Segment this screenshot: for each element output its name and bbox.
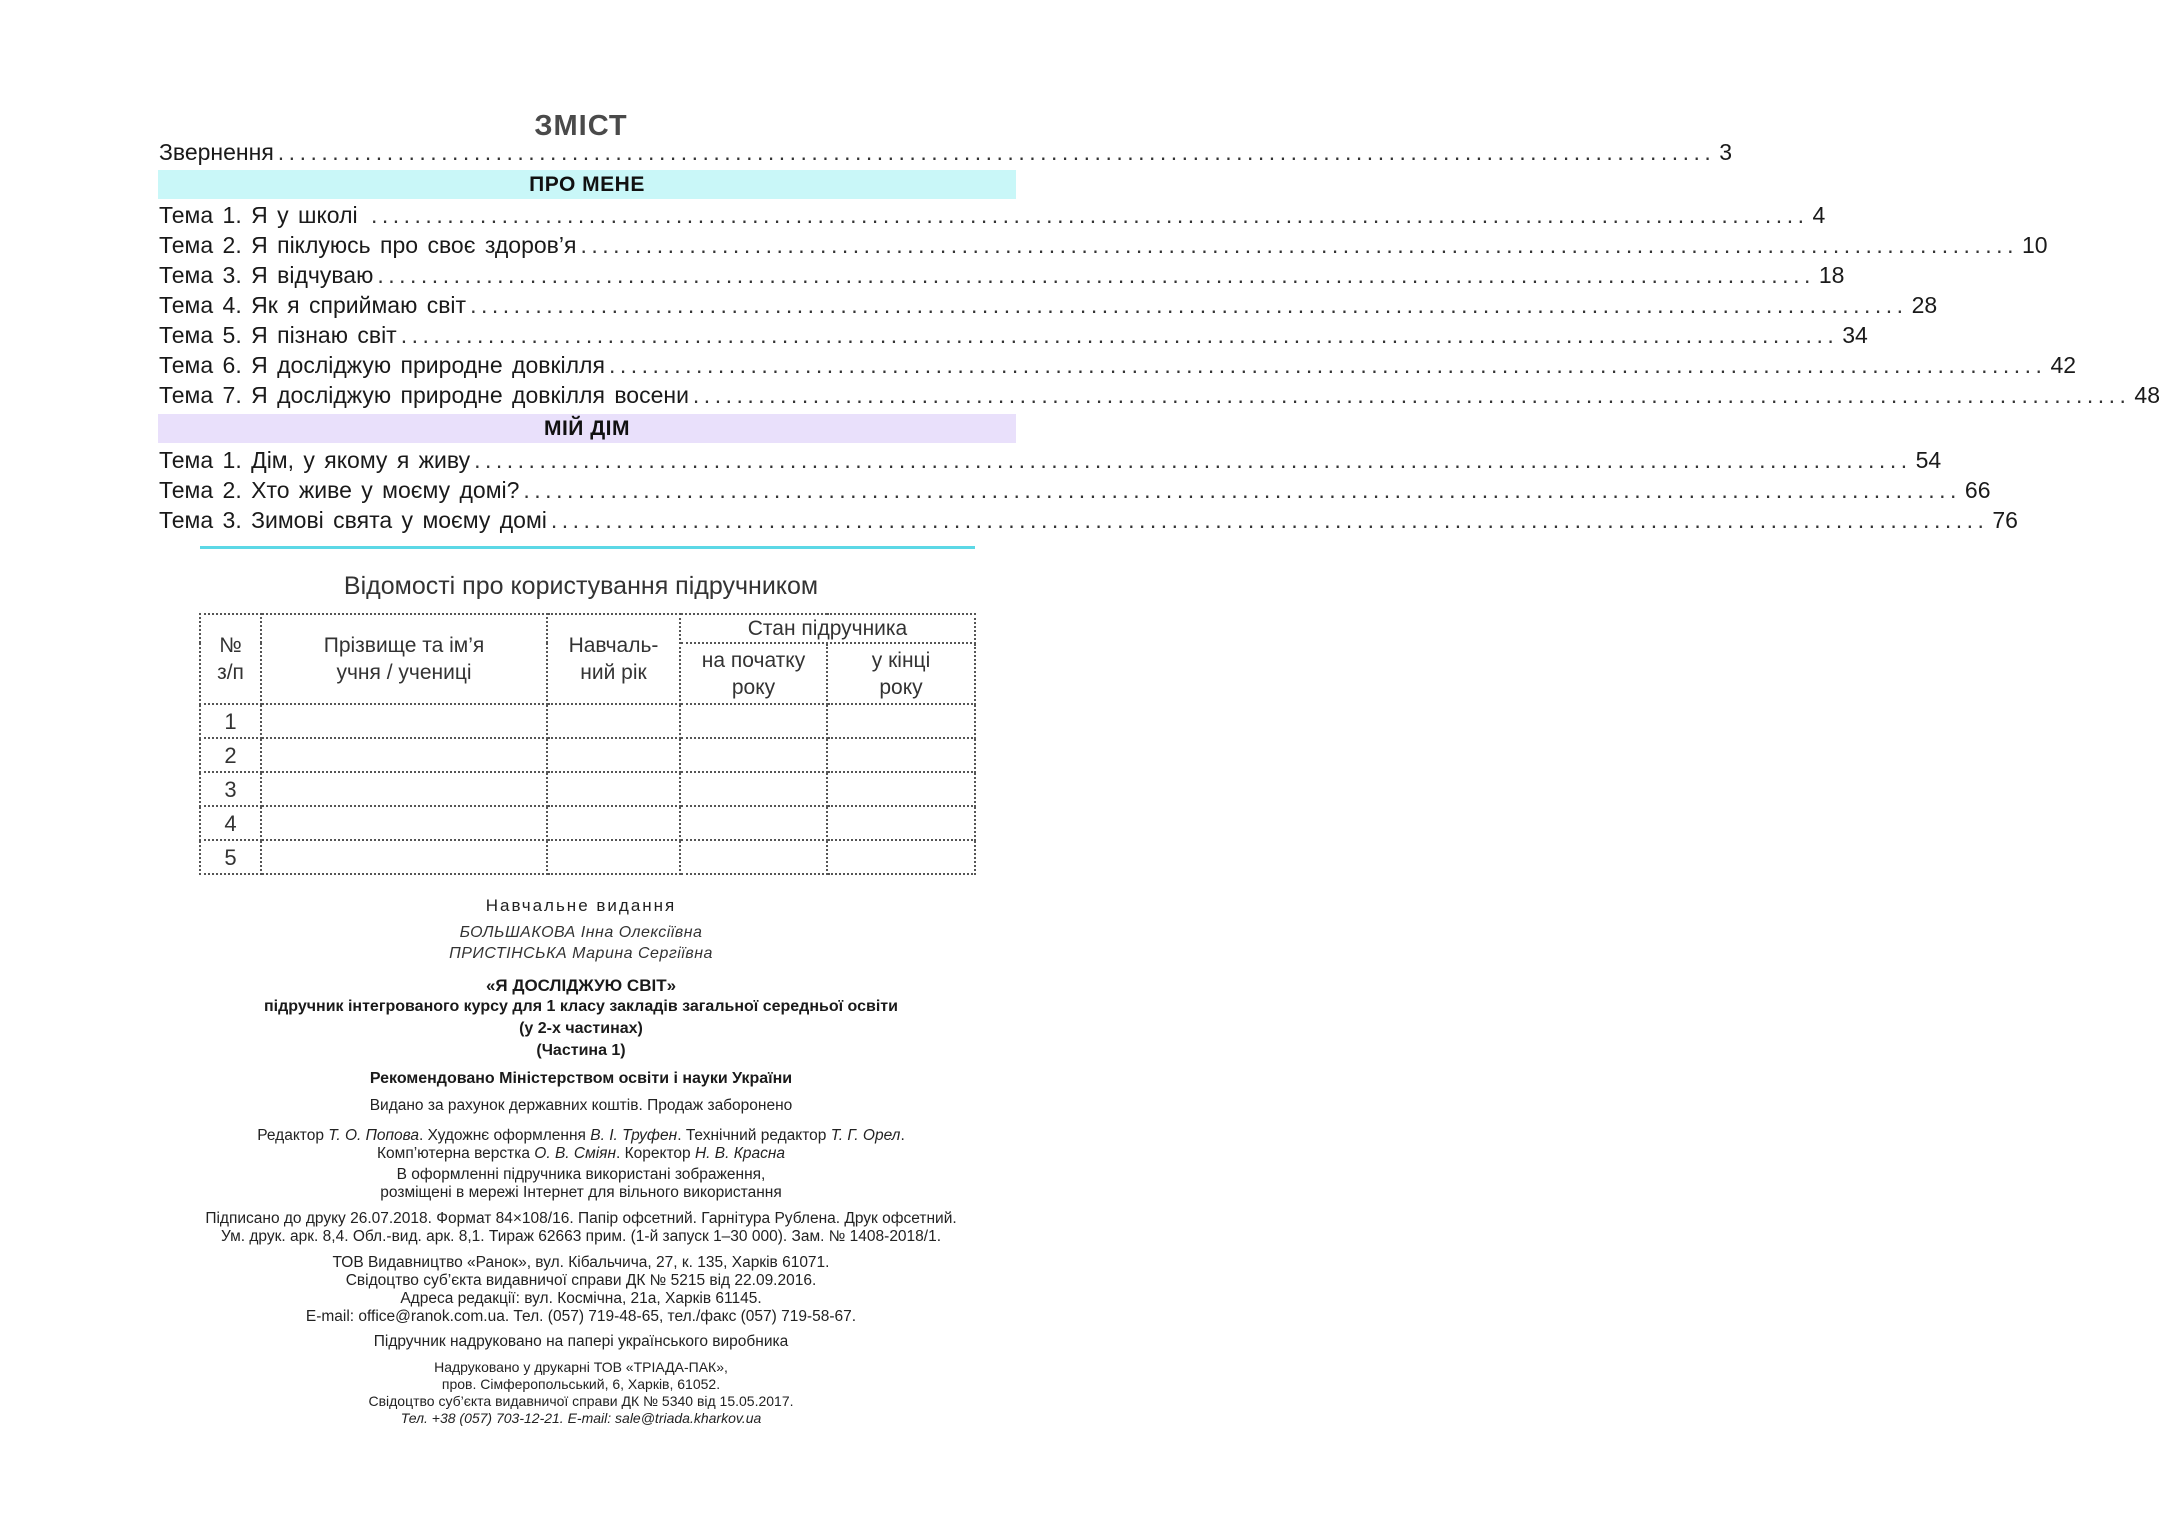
toc-entry-label: Тема 2. Хто живе у моєму домі? [159, 477, 520, 503]
toc-entry[interactable] [159, 260, 1845, 290]
toc-entry-page: 28 [1911, 292, 1938, 318]
toc-entry-label: Тема 4. Як я сприймаю світ [159, 292, 467, 318]
toc-entry[interactable] [159, 445, 1942, 475]
toc-leader-dots: .................................................................................................................................... [692, 382, 2131, 408]
toc-entry-page: 4 [1812, 202, 1826, 228]
header-number [200, 614, 261, 704]
toc-entry-label: Тема 3. Я відчуваю [159, 262, 374, 288]
credit-proofreader: Н. В. Красна [694, 1145, 785, 1162]
author-2: ПРИСТІНСЬКА Марина Сергіївна [449, 945, 713, 962]
credit-tech-editor: Т. Г. Орел [830, 1127, 901, 1144]
toc-entry-label: Тема 3. Зимові свята у моєму домі [159, 507, 547, 533]
toc-leader-dots: .................................................................................................................................... [277, 139, 1716, 165]
toc-entry-page: 54 [1915, 447, 1942, 473]
publisher-line-3: Адреса редакції: вул. Космічна, 21а, Харків 61145. [400, 1290, 762, 1307]
toc-leader-dots: .................................................................................................................................... [370, 202, 1809, 228]
usage-table-title: Відомості про користування підручником [343, 572, 819, 600]
credit-label: Редактор [257, 1127, 329, 1144]
header-state-start-line1: на початку [701, 648, 806, 672]
toc-entry[interactable] [159, 200, 1826, 230]
publisher-line-2: Свідоцтво суб’єкта видавничої справи ДК № 5215 від 22.09.2016. [345, 1272, 817, 1289]
row-number: 3 [200, 772, 261, 806]
header-state-start [680, 643, 827, 704]
paper-note: Підручник надруковано на папері українського виробника [373, 1333, 789, 1350]
publisher-line-1: ТОВ Видавництво «Ранок», вул. Кібальчича, 27, к. 135, Харків 61071. [332, 1254, 830, 1271]
school-year-cell[interactable] [547, 738, 680, 772]
edition-type: Навчальне видання [485, 896, 677, 915]
row-number: 4 [200, 806, 261, 840]
author-1: БОЛЬШАКОВА Інна Олексіївна [459, 924, 703, 941]
header-school-year-line1: Навчаль- [568, 634, 659, 657]
row-number: 2 [200, 738, 261, 772]
credit-label: Комп’ютерна верстка [377, 1145, 535, 1162]
credit-editor: Т. О. Попова [328, 1127, 420, 1144]
toc-entry-page: 48 [2134, 382, 2160, 408]
school-year-cell[interactable] [547, 840, 680, 874]
toc-entry-label: Тема 1. Дім, у якому я живу [159, 447, 471, 473]
header-student-name-line2: учня / учениці [336, 661, 472, 684]
table-row [200, 704, 975, 738]
state-end-cell[interactable] [827, 806, 975, 840]
toc-entry-page: 42 [2050, 352, 2077, 378]
student-name-cell[interactable] [261, 772, 547, 806]
header-book-state: Стан підручника [680, 614, 975, 643]
state-start-cell[interactable] [680, 738, 827, 772]
state-end-cell[interactable] [827, 772, 975, 806]
header-state-end [827, 643, 975, 704]
credit-label: . [900, 1127, 905, 1144]
header-school-year [547, 614, 680, 704]
section-header-about-me: ПРО МЕНЕ [158, 170, 1016, 199]
toc-entry[interactable] [159, 475, 1991, 505]
toc-entry[interactable] [159, 230, 2048, 260]
toc-leader-dots: .................................................................................................................................... [377, 262, 1815, 288]
section-divider [200, 546, 975, 549]
toc-entry[interactable] [159, 505, 2018, 535]
header-number-line2: з/п [217, 661, 244, 684]
state-end-cell[interactable] [827, 840, 975, 874]
toc-entry-label: Тема 1. Я у школі [159, 202, 367, 228]
toc-entry-label: Тема 7. Я досліджую природне довкілля восени [159, 382, 689, 408]
toc-leader-dots: .................................................................................................................................... [608, 352, 2047, 378]
state-start-cell[interactable] [680, 704, 827, 738]
toc-entry-page: 34 [1842, 322, 1868, 348]
publisher-line-4: E-mail: office@ranok.com.ua. Тел. (057) 719-48-65, тел./факс (057) 719-58-67. [305, 1308, 857, 1325]
credits-line-1 [0, 1126, 1162, 1145]
header-student-name-line1: Прізвище та ім’я [323, 634, 485, 657]
book-parts: (у 2-х частинах) [519, 1020, 643, 1037]
school-year-cell[interactable] [547, 704, 680, 738]
header-state-end-line1: у кінці [871, 648, 931, 672]
state-start-cell[interactable] [680, 772, 827, 806]
toc-entry-label: Тема 5. Я пізнаю світ [159, 322, 397, 348]
toc-entry[interactable] [159, 350, 2077, 380]
printer-line-3: Свідоцтво суб’єкта видавничої справи ДК № 5340 від 15.05.2017. [368, 1393, 794, 1409]
row-number: 5 [200, 840, 261, 874]
credit-label: . Коректор [616, 1145, 695, 1162]
toc-leader-dots: .................................................................................................................................... [523, 477, 1961, 503]
student-name-cell[interactable] [261, 704, 547, 738]
book-title: «Я ДОСЛІДЖУЮ СВІТ» [485, 976, 677, 995]
toc-leader-dots: .................................................................................................................................... [550, 507, 1989, 533]
credit-label: . Технічний редактор [677, 1127, 831, 1144]
toc-entry-label: Тема 6. Я досліджую природне довкілля [159, 352, 605, 378]
credit-art: В. І. Труфен [590, 1127, 678, 1144]
images-note-1: В оформленні підручника використані зображення, [396, 1166, 766, 1183]
toc-leader-dots: .................................................................................................................................... [580, 232, 2018, 258]
toc-leader-dots: .................................................................................................................................... [400, 322, 1839, 348]
toc-entry-label: Звернення [159, 139, 274, 165]
school-year-cell[interactable] [547, 806, 680, 840]
toc-entry[interactable] [159, 290, 1938, 320]
state-end-cell[interactable] [827, 738, 975, 772]
header-state-start-line2: року [731, 675, 776, 699]
credits-line-2 [0, 1144, 1162, 1163]
table-row [200, 806, 975, 840]
toc-entry[interactable] [159, 320, 1868, 350]
state-funds-note: Видано за рахунок державних коштів. Продаж заборонено [369, 1097, 793, 1114]
header-state-end-line2: року [879, 675, 923, 699]
school-year-cell[interactable] [547, 772, 680, 806]
printer-line-2: пров. Сімферопольський, 6, Харків, 61052. [441, 1376, 721, 1392]
printer-line-4: Тел. +38 (057) 703-12-21. E-mail: sale@triada.kharkov.ua [400, 1410, 762, 1426]
student-name-cell[interactable] [261, 806, 547, 840]
book-part-number: (Частина 1) [536, 1042, 626, 1059]
header-number-line1: № [219, 634, 242, 657]
table-row [200, 738, 975, 772]
toc-leader-dots: .................................................................................................................................... [474, 447, 1912, 473]
student-name-cell[interactable] [261, 840, 547, 874]
row-number: 1 [200, 704, 261, 738]
toc-entry-intro[interactable] [159, 137, 1733, 167]
print-info-2: Ум. друк. арк. 8,4. Обл.-вид. арк. 8,1. Тираж 62663 прим. (1-й запуск 1–30 000). Зам. № 1408-2018/1. [220, 1228, 942, 1245]
book-subtitle: підручник інтегрованого курсу для 1 класу закладів загальної середньої освіти [264, 998, 898, 1015]
table-row [200, 772, 975, 806]
student-name-cell[interactable] [261, 738, 547, 772]
header-school-year-line2: ний рік [580, 661, 647, 684]
state-end-cell[interactable] [827, 704, 975, 738]
credit-label: . Художнє оформлення [419, 1127, 591, 1144]
toc-entry-page: 66 [1964, 477, 1991, 503]
toc-entry[interactable] [159, 380, 2160, 410]
printer-line-1: Надруковано у друкарні ТОВ «ТРІАДА-ПАК», [434, 1359, 728, 1375]
toc-title: ЗМІСТ [534, 110, 628, 142]
images-note-2: розміщені в мережі Інтернет для вільного використання [380, 1184, 782, 1201]
ministry-recommendation: Рекомендовано Міністерством освіти і науки України [369, 1070, 793, 1087]
header-student-name [261, 614, 547, 704]
table-row [200, 840, 975, 874]
section-header-my-home: МІЙ ДІМ [158, 414, 1016, 443]
toc-leader-dots: .................................................................................................................................... [470, 292, 1908, 318]
print-info-1: Підписано до друку 26.07.2018. Формат 84×108/16. Папір офсетний. Гарнітура Рублена. Друк офсетний. [205, 1210, 957, 1227]
toc-entry-page: 76 [1992, 507, 2018, 533]
toc-entry-label: Тема 2. Я піклуюсь про своє здоров’я [159, 232, 577, 258]
toc-entry-page: 3 [1719, 139, 1733, 165]
state-start-cell[interactable] [680, 806, 827, 840]
state-start-cell[interactable] [680, 840, 827, 874]
toc-entry-page: 18 [1818, 262, 1845, 288]
usage-table [199, 613, 976, 875]
toc-entry-page: 10 [2021, 232, 2048, 258]
credit-layout: О. В. Сміян [534, 1145, 616, 1162]
